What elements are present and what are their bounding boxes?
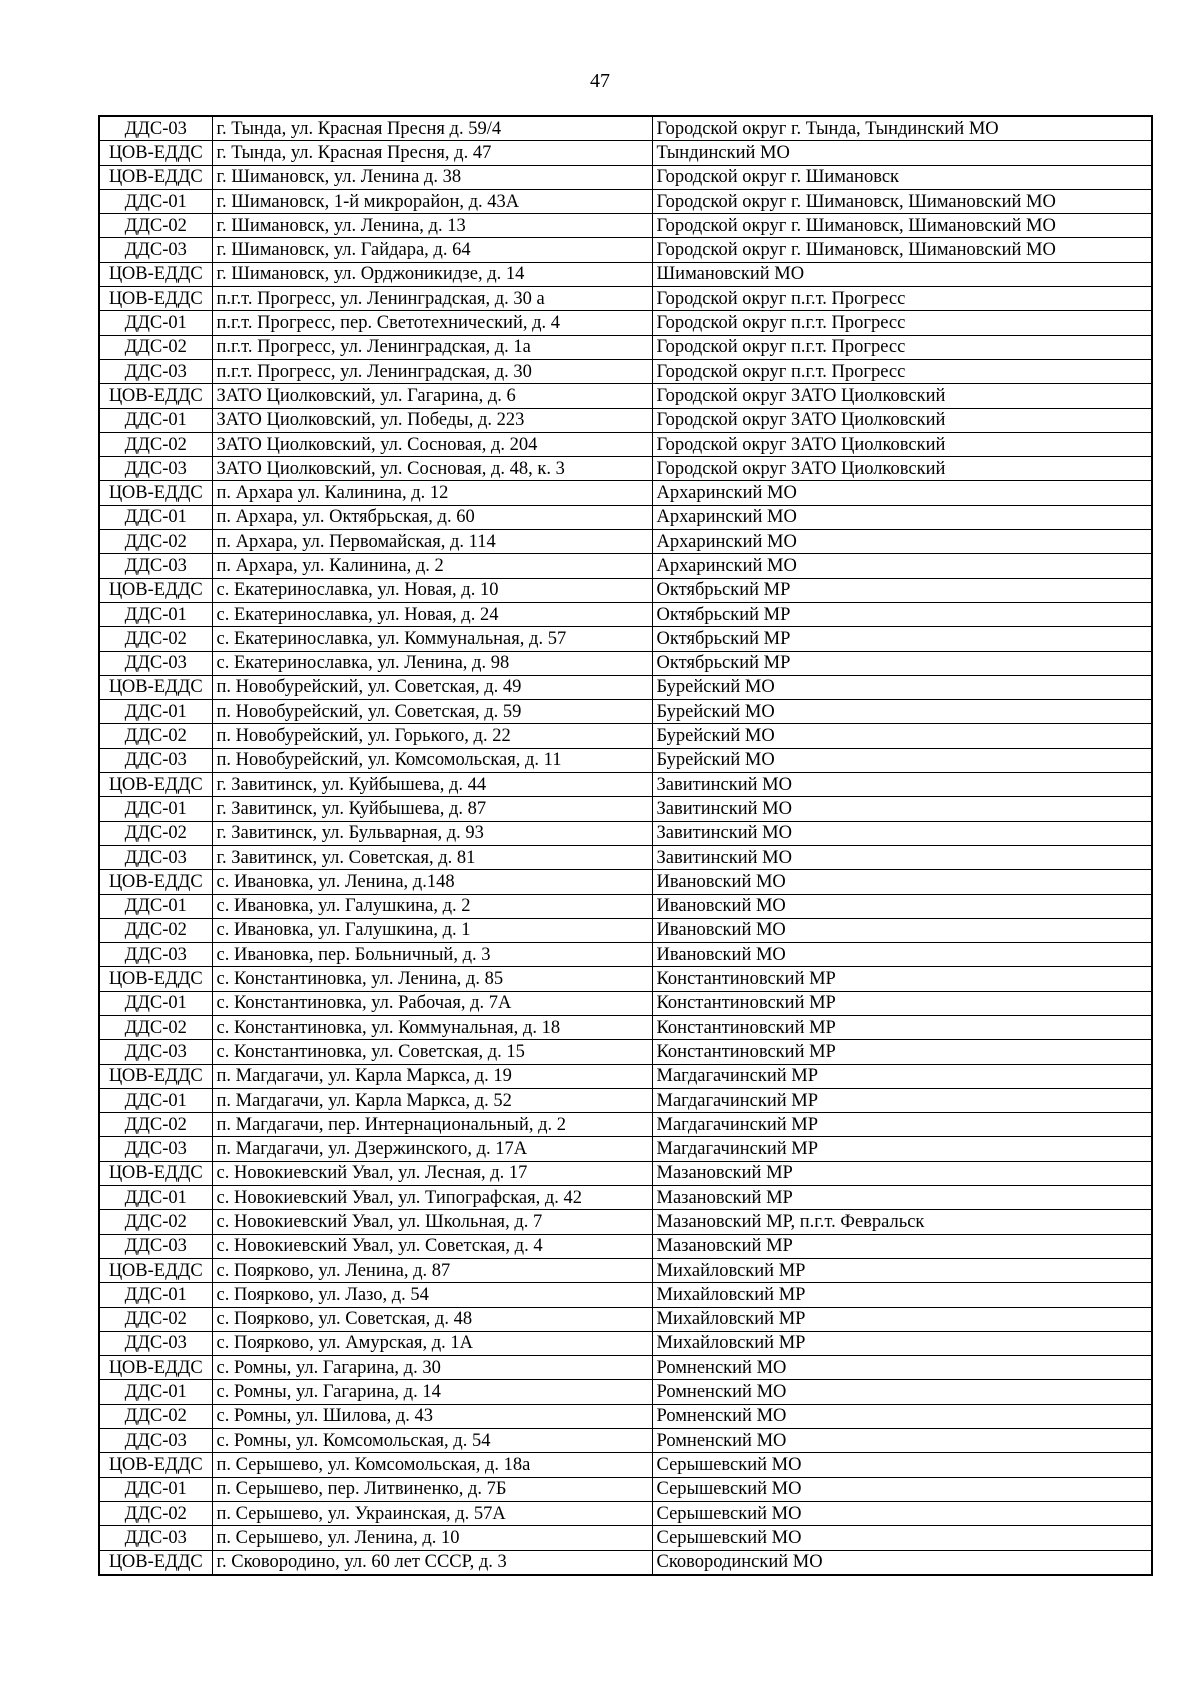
territory-cell: Мазановский МР (652, 1161, 1152, 1185)
address-cell: с. Ромны, ул. Шилова, д. 43 (212, 1404, 652, 1428)
territory-cell: Октябрьский МР (652, 602, 1152, 626)
table-row (99, 432, 1152, 456)
address-cell: с. Новокиевский Увал, ул. Советская, д. 4 (212, 1234, 652, 1258)
service-code-cell: ЦОВ-ЕДДС (99, 1453, 212, 1477)
table-row (99, 335, 1152, 359)
table-row (99, 675, 1152, 699)
address-cell: г. Шимановск, ул. Ленина, д. 13 (212, 214, 652, 238)
address-cell: ЗАТО Циолковский, ул. Победы, д. 223 (212, 408, 652, 432)
address-cell: п. Новобурейский, ул. Комсомольская, д. 11 (212, 748, 652, 772)
territory-cell: Октябрьский МР (652, 651, 1152, 675)
territory-cell: Бурейский МО (652, 724, 1152, 748)
table-row (99, 384, 1152, 408)
table-row (99, 505, 1152, 529)
table-row (99, 1210, 1152, 1234)
table-row (99, 1258, 1152, 1282)
service-code-cell: ДДС-03 (99, 1040, 212, 1064)
table-row (99, 189, 1152, 213)
address-cell: с. Ивановка, ул. Галушкина, д. 1 (212, 918, 652, 942)
address-cell: ЗАТО Циолковский, ул. Сосновая, д. 48, к. 3 (212, 457, 652, 481)
address-cell: с. Ромны, ул. Гагарина, д. 30 (212, 1356, 652, 1380)
territory-cell: Архаринский МО (652, 530, 1152, 554)
table-row (99, 1186, 1152, 1210)
territory-cell: Бурейский МО (652, 748, 1152, 772)
address-cell: п. Архара, ул. Первомайская, д. 114 (212, 530, 652, 554)
address-cell: с. Ивановка, пер. Больничный, д. 3 (212, 943, 652, 967)
address-cell: с. Константиновка, ул. Ленина, д. 85 (212, 967, 652, 991)
table-row (99, 141, 1152, 165)
address-cell: г. Тында, ул. Красная Пресня д. 59/4 (212, 116, 652, 141)
address-cell: п. Магдагачи, ул. Карла Маркса, д. 19 (212, 1064, 652, 1088)
territory-cell: Октябрьский МР (652, 627, 1152, 651)
service-code-cell: ДДС-03 (99, 238, 212, 262)
table-row (99, 845, 1152, 869)
table-row (99, 967, 1152, 991)
table-row (99, 894, 1152, 918)
address-cell: с. Ивановка, ул. Галушкина, д. 2 (212, 894, 652, 918)
table-row (99, 1404, 1152, 1428)
address-cell: п. Архара, ул. Октябрьская, д. 60 (212, 505, 652, 529)
table-row (99, 1234, 1152, 1258)
table-row (99, 287, 1152, 311)
address-cell: г. Завитинск, ул. Советская, д. 81 (212, 845, 652, 869)
table-row (99, 311, 1152, 335)
territory-cell: Серышевский МО (652, 1501, 1152, 1525)
address-cell: с. Ивановка, ул. Ленина, д.148 (212, 870, 652, 894)
table-row (99, 1429, 1152, 1453)
service-code-cell: ДДС-02 (99, 214, 212, 238)
address-cell: п. Архара, ул. Калинина, д. 2 (212, 554, 652, 578)
territory-cell: Ромненский МО (652, 1429, 1152, 1453)
service-code-cell: ДДС-03 (99, 1429, 212, 1453)
service-code-cell: ДДС-01 (99, 1283, 212, 1307)
address-cell: ЗАТО Циолковский, ул. Сосновая, д. 204 (212, 432, 652, 456)
table-row (99, 748, 1152, 772)
table-row (99, 1113, 1152, 1137)
service-code-cell: ДДС-02 (99, 1015, 212, 1039)
service-code-cell: ЦОВ-ЕДДС (99, 287, 212, 311)
address-cell: г. Шимановск, ул. Ленина д. 38 (212, 165, 652, 189)
address-cell: г. Завитинск, ул. Куйбышева, д. 87 (212, 797, 652, 821)
service-code-cell: ДДС-01 (99, 1088, 212, 1112)
service-code-cell: ДДС-03 (99, 748, 212, 772)
address-cell: п. Магдагачи, пер. Интернациональный, д. 2 (212, 1113, 652, 1137)
service-code-cell: ЦОВ-ЕДДС (99, 1356, 212, 1380)
table-row (99, 1526, 1152, 1550)
table-row (99, 1501, 1152, 1525)
address-cell: п. Магдагачи, ул. Карла Маркса, д. 52 (212, 1088, 652, 1112)
table-row (99, 651, 1152, 675)
service-code-cell: ДДС-01 (99, 602, 212, 626)
address-cell: п. Новобурейский, ул. Горького, д. 22 (212, 724, 652, 748)
service-code-cell: ДДС-01 (99, 1477, 212, 1501)
service-code-cell: ЦОВ-ЕДДС (99, 141, 212, 165)
table-row (99, 359, 1152, 383)
table-row (99, 1380, 1152, 1404)
territory-cell: Городской округ п.г.т. Прогресс (652, 335, 1152, 359)
territory-cell: Магдагачинский МР (652, 1113, 1152, 1137)
table-row (99, 1064, 1152, 1088)
address-cell: п. Новобурейский, ул. Советская, д. 59 (212, 700, 652, 724)
service-code-cell: ЦОВ-ЕДДС (99, 384, 212, 408)
service-code-cell: ЦОВ-ЕДДС (99, 1258, 212, 1282)
territory-cell: Городской округ п.г.т. Прогресс (652, 287, 1152, 311)
address-cell: г. Сковородино, ул. 60 лет СССР, д. 3 (212, 1550, 652, 1575)
table-row (99, 821, 1152, 845)
address-cell: г. Шимановск, ул. Гайдара, д. 64 (212, 238, 652, 262)
service-code-cell: ДДС-02 (99, 1307, 212, 1331)
table-row (99, 1137, 1152, 1161)
territory-cell: Городской округ п.г.т. Прогресс (652, 359, 1152, 383)
territory-cell: Магдагачинский МР (652, 1088, 1152, 1112)
address-cell: п. Серышево, ул. Украинская, д. 57А (212, 1501, 652, 1525)
address-cell: с. Новокиевский Увал, ул. Школьная, д. 7 (212, 1210, 652, 1234)
territory-cell: Магдагачинский МР (652, 1137, 1152, 1161)
territory-cell: Сковородинский МО (652, 1550, 1152, 1575)
table-row (99, 773, 1152, 797)
territory-cell: Ивановский МО (652, 870, 1152, 894)
territory-cell: Мазановский МР (652, 1234, 1152, 1258)
address-cell: п. Магдагачи, ул. Дзержинского, д. 17А (212, 1137, 652, 1161)
address-cell: г. Шимановск, 1-й микрорайон, д. 43А (212, 189, 652, 213)
table-row (99, 1088, 1152, 1112)
table-row (99, 1453, 1152, 1477)
table-row (99, 1477, 1152, 1501)
table-row (99, 457, 1152, 481)
table-row (99, 1307, 1152, 1331)
service-code-cell: ДДС-03 (99, 457, 212, 481)
territory-cell: Октябрьский МР (652, 578, 1152, 602)
table-row (99, 238, 1152, 262)
table-row (99, 943, 1152, 967)
table-row (99, 262, 1152, 286)
table-row (99, 991, 1152, 1015)
table-row (99, 724, 1152, 748)
service-code-cell: ДДС-02 (99, 1501, 212, 1525)
table-row (99, 602, 1152, 626)
territory-cell: Константиновский МР (652, 991, 1152, 1015)
address-cell: п. Серышево, пер. Литвиненко, д. 7Б (212, 1477, 652, 1501)
service-code-cell: ДДС-03 (99, 359, 212, 383)
service-code-cell: ДДС-01 (99, 894, 212, 918)
service-code-cell: ЦОВ-ЕДДС (99, 481, 212, 505)
service-code-cell: ДДС-02 (99, 1404, 212, 1428)
service-code-cell: ДДС-03 (99, 1331, 212, 1355)
service-code-cell: ДДС-01 (99, 189, 212, 213)
table-row (99, 1283, 1152, 1307)
territory-cell: Константиновский МР (652, 1040, 1152, 1064)
address-cell: с. Поярково, ул. Ленина, д. 87 (212, 1258, 652, 1282)
territory-cell: Михайловский МР (652, 1283, 1152, 1307)
address-cell: п. Серышево, ул. Комсомольская, д. 18а (212, 1453, 652, 1477)
territory-cell: Завитинский МО (652, 845, 1152, 869)
service-code-cell: ДДС-01 (99, 408, 212, 432)
service-code-cell: ДДС-02 (99, 821, 212, 845)
service-code-cell: ДДС-01 (99, 797, 212, 821)
address-cell: п. Серышево, ул. Ленина, д. 10 (212, 1526, 652, 1550)
address-cell: с. Новокиевский Увал, ул. Типографская, д. 42 (212, 1186, 652, 1210)
table-row (99, 408, 1152, 432)
address-cell: п.г.т. Прогресс, пер. Светотехнический, д. 4 (212, 311, 652, 335)
territory-cell: Мазановский МР (652, 1186, 1152, 1210)
territory-cell: Завитинский МО (652, 797, 1152, 821)
service-code-cell: ДДС-01 (99, 505, 212, 529)
territory-cell: Городской округ г. Шимановск, Шимановский МО (652, 238, 1152, 262)
territory-cell: Городской округ ЗАТО Циолковский (652, 432, 1152, 456)
service-code-cell: ЦОВ-ЕДДС (99, 967, 212, 991)
service-code-cell: ДДС-03 (99, 554, 212, 578)
territory-cell: Магдагачинский МР (652, 1064, 1152, 1088)
territory-cell: Серышевский МО (652, 1526, 1152, 1550)
address-cell: г. Завитинск, ул. Бульварная, д. 93 (212, 821, 652, 845)
dispatch-services-table (98, 115, 1153, 1576)
table-row (99, 797, 1152, 821)
territory-cell: Архаринский МО (652, 481, 1152, 505)
table-row (99, 918, 1152, 942)
service-code-cell: ДДС-02 (99, 1113, 212, 1137)
address-cell: с. Константиновка, ул. Рабочая, д. 7А (212, 991, 652, 1015)
table-row (99, 700, 1152, 724)
address-cell: с. Екатеринославка, ул. Новая, д. 24 (212, 602, 652, 626)
service-code-cell: ДДС-03 (99, 1234, 212, 1258)
address-cell: с. Константиновка, ул. Коммунальная, д. 18 (212, 1015, 652, 1039)
address-cell: п.г.т. Прогресс, ул. Ленинградская, д. 30 а (212, 287, 652, 311)
service-code-cell: ДДС-02 (99, 432, 212, 456)
service-code-cell: ДДС-03 (99, 1137, 212, 1161)
territory-cell: Архаринский МО (652, 505, 1152, 529)
address-cell: с. Ромны, ул. Гагарина, д. 14 (212, 1380, 652, 1404)
service-code-cell: ДДС-02 (99, 335, 212, 359)
territory-cell: Михайловский МР (652, 1331, 1152, 1355)
territory-cell: Городской округ г. Шимановск, Шимановский МО (652, 189, 1152, 213)
address-cell: п.г.т. Прогресс, ул. Ленинградская, д. 1а (212, 335, 652, 359)
table-row (99, 116, 1152, 141)
service-code-cell: ЦОВ-ЕДДС (99, 165, 212, 189)
territory-cell: Городской округ г. Тында, Тындинский МО (652, 116, 1152, 141)
table-row (99, 165, 1152, 189)
address-cell: с. Поярково, ул. Амурская, д. 1А (212, 1331, 652, 1355)
service-code-cell: ДДС-03 (99, 943, 212, 967)
address-cell: п.г.т. Прогресс, ул. Ленинградская, д. 30 (212, 359, 652, 383)
table-body (99, 116, 1152, 1575)
table-row (99, 530, 1152, 554)
address-cell: ЗАТО Циолковский, ул. Гагарина, д. 6 (212, 384, 652, 408)
territory-cell: Серышевский МО (652, 1453, 1152, 1477)
territory-cell: Серышевский МО (652, 1477, 1152, 1501)
service-code-cell: ДДС-03 (99, 651, 212, 675)
address-cell: с. Поярково, ул. Советская, д. 48 (212, 1307, 652, 1331)
address-cell: г. Шимановск, ул. Орджоникидзе, д. 14 (212, 262, 652, 286)
territory-cell: Ивановский МО (652, 894, 1152, 918)
service-code-cell: ЦОВ-ЕДДС (99, 675, 212, 699)
address-cell: с. Константиновка, ул. Советская, д. 15 (212, 1040, 652, 1064)
territory-cell: Ивановский МО (652, 918, 1152, 942)
territory-cell: Мазановский МР, п.г.т. Февральск (652, 1210, 1152, 1234)
service-code-cell: ДДС-02 (99, 530, 212, 554)
table-row (99, 1040, 1152, 1064)
service-code-cell: ЦОВ-ЕДДС (99, 1064, 212, 1088)
address-cell: с. Новокиевский Увал, ул. Лесная, д. 17 (212, 1161, 652, 1185)
territory-cell: Городской округ ЗАТО Циолковский (652, 408, 1152, 432)
territory-cell: Ромненский МО (652, 1380, 1152, 1404)
service-code-cell: ДДС-03 (99, 116, 212, 141)
territory-cell: Бурейский МО (652, 700, 1152, 724)
address-cell: п. Архара ул. Калинина, д. 12 (212, 481, 652, 505)
territory-cell: Городской округ ЗАТО Циолковский (652, 457, 1152, 481)
territory-cell: Городской округ г. Шимановск, Шимановский МО (652, 214, 1152, 238)
table-row (99, 554, 1152, 578)
service-code-cell: ДДС-02 (99, 1210, 212, 1234)
territory-cell: Константиновский МР (652, 967, 1152, 991)
territory-cell: Ивановский МО (652, 943, 1152, 967)
address-cell: г. Завитинск, ул. Куйбышева, д. 44 (212, 773, 652, 797)
territory-cell: Бурейский МО (652, 675, 1152, 699)
service-code-cell: ЦОВ-ЕДДС (99, 870, 212, 894)
service-code-cell: ЦОВ-ЕДДС (99, 262, 212, 286)
territory-cell: Завитинский МО (652, 773, 1152, 797)
page-number: 47 (590, 70, 610, 92)
address-cell: с. Екатеринославка, ул. Новая, д. 10 (212, 578, 652, 602)
table-row (99, 578, 1152, 602)
territory-cell: Ромненский МО (652, 1356, 1152, 1380)
service-code-cell: ДДС-01 (99, 991, 212, 1015)
table-row (99, 1161, 1152, 1185)
service-code-cell: ДДС-01 (99, 1186, 212, 1210)
table-row (99, 627, 1152, 651)
service-code-cell: ДДС-02 (99, 724, 212, 748)
territory-cell: Тындинский МО (652, 141, 1152, 165)
service-code-cell: ДДС-01 (99, 700, 212, 724)
service-code-cell: ДДС-02 (99, 627, 212, 651)
address-cell: п. Новобурейский, ул. Советская, д. 49 (212, 675, 652, 699)
address-cell: с. Екатеринославка, ул. Коммунальная, д. 57 (212, 627, 652, 651)
service-code-cell: ЦОВ-ЕДДС (99, 578, 212, 602)
table-row (99, 870, 1152, 894)
service-code-cell: ЦОВ-ЕДДС (99, 1550, 212, 1575)
address-cell: г. Тында, ул. Красная Пресня, д. 47 (212, 141, 652, 165)
service-code-cell: ДДС-02 (99, 918, 212, 942)
service-code-cell: ДДС-03 (99, 1526, 212, 1550)
territory-cell: Городской округ ЗАТО Циолковский (652, 384, 1152, 408)
address-cell: с. Поярково, ул. Лазо, д. 54 (212, 1283, 652, 1307)
territory-cell: Городской округ г. Шимановск (652, 165, 1152, 189)
table-row (99, 481, 1152, 505)
service-code-cell: ЦОВ-ЕДДС (99, 773, 212, 797)
territory-cell: Архаринский МО (652, 554, 1152, 578)
service-code-cell: ЦОВ-ЕДДС (99, 1161, 212, 1185)
table-row (99, 1331, 1152, 1355)
territory-cell: Шимановский МО (652, 262, 1152, 286)
territory-cell: Михайловский МР (652, 1307, 1152, 1331)
table-row (99, 1550, 1152, 1575)
territory-cell: Михайловский МР (652, 1258, 1152, 1282)
service-code-cell: ДДС-03 (99, 845, 212, 869)
address-cell: с. Ромны, ул. Комсомольская, д. 54 (212, 1429, 652, 1453)
territory-cell: Городской округ п.г.т. Прогресс (652, 311, 1152, 335)
table-row (99, 1356, 1152, 1380)
territory-cell: Завитинский МО (652, 821, 1152, 845)
address-cell: с. Екатеринославка, ул. Ленина, д. 98 (212, 651, 652, 675)
service-code-cell: ДДС-01 (99, 311, 212, 335)
territory-cell: Константиновский МР (652, 1015, 1152, 1039)
table-row (99, 214, 1152, 238)
territory-cell: Ромненский МО (652, 1404, 1152, 1428)
service-code-cell: ДДС-01 (99, 1380, 212, 1404)
table-row (99, 1015, 1152, 1039)
